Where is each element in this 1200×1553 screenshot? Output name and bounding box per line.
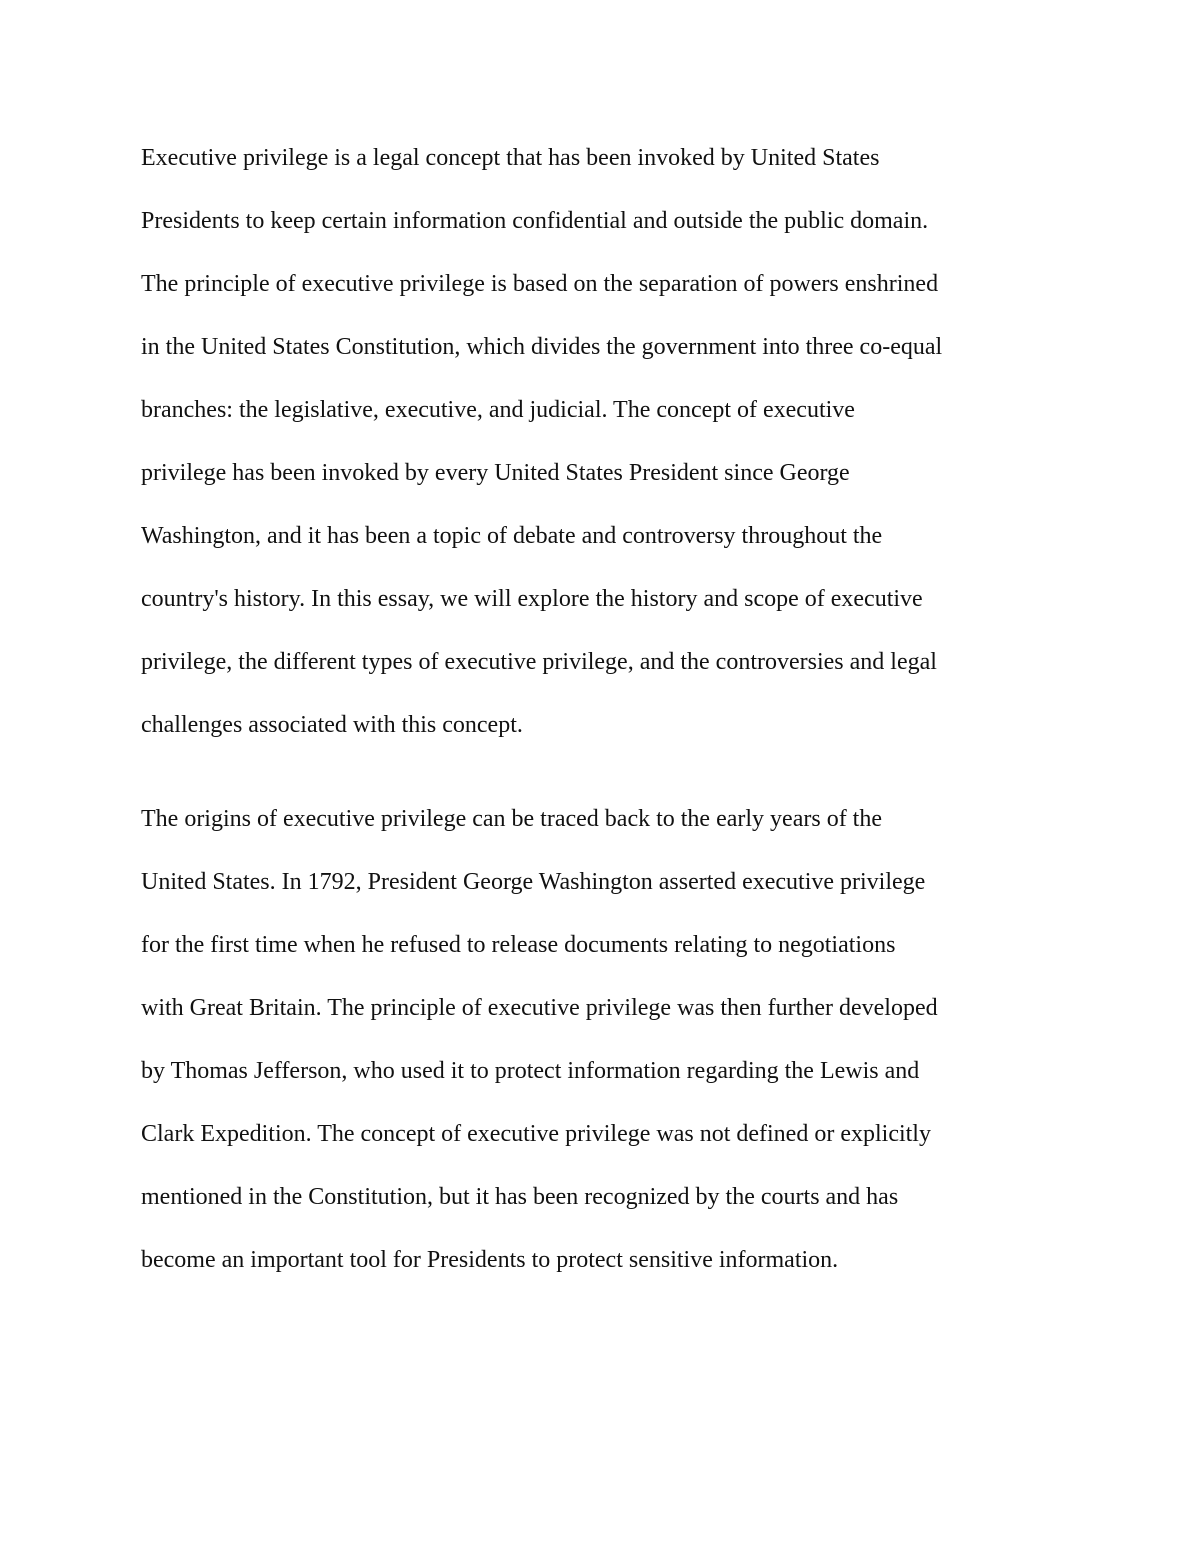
paragraph-line: challenges associated with this concept. [141, 712, 523, 738]
paragraph-2 [141, 788, 1071, 1292]
paragraph-line: Presidents to keep certain information confidential and outside the public domain. [141, 208, 929, 234]
paragraph-line: Washington, and it has been a topic of debate and controversy throughout the [141, 523, 883, 549]
paragraph-line: by Thomas Jefferson, who used it to protect information regarding the Lewis and [141, 1058, 920, 1084]
paragraph-line: The origins of executive privilege can be traced back to the early years of the [141, 806, 882, 832]
paragraph-line: The principle of executive privilege is based on the separation of powers enshrined [141, 271, 939, 297]
paragraph-1 [141, 127, 1071, 757]
paragraph-line: with Great Britain. The principle of executive privilege was then further developed [141, 995, 938, 1021]
paragraph-line: privilege, the different types of executive privilege, and the controversies and legal [141, 649, 937, 675]
paragraph-line: country's history. In this essay, we will explore the history and scope of executive [141, 586, 923, 612]
paragraph-line: Executive privilege is a legal concept that has been invoked by United States [141, 145, 880, 171]
paragraph-line: Clark Expedition. The concept of executive privilege was not defined or explicitly [141, 1121, 931, 1147]
paragraph-line: for the first time when he refused to release documents relating to negotiations [141, 932, 896, 958]
paragraph-line: United States. In 1792, President George Washington asserted executive privilege [141, 869, 926, 895]
paragraph-line: privilege has been invoked by every United States President since George [141, 460, 850, 486]
paragraph-line: in the United States Constitution, which divides the government into three co-equal [141, 334, 943, 360]
paragraph-line: branches: the legislative, executive, and judicial. The concept of executive [141, 397, 855, 423]
paragraph-line: mentioned in the Constitution, but it has been recognized by the courts and has [141, 1184, 899, 1210]
paragraph-line: become an important tool for Presidents to protect sensitive information. [141, 1247, 839, 1273]
